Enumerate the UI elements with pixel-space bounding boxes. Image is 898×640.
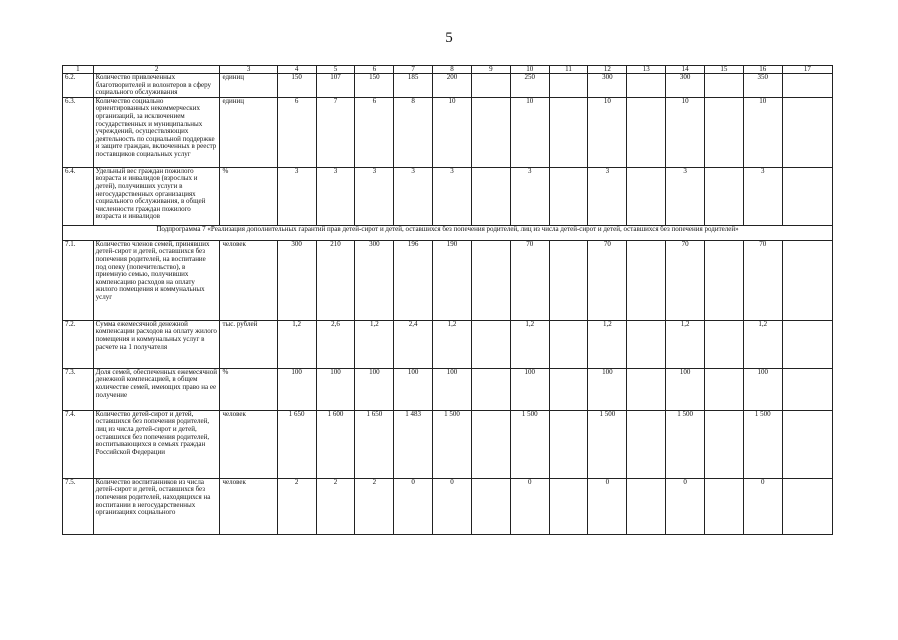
column-number: 1	[63, 66, 94, 74]
indicators-table	[62, 65, 833, 535]
indicator-name: Удельный вес граждан пожилого возраста и инвалидов (взрослых и детей), получивших услуги в негосударственных организациях социального обслуживания, в общей численности граждан пожилого возраста и инвалидов	[93, 167, 220, 225]
value-cell: 210	[316, 240, 355, 320]
table-row	[63, 240, 833, 320]
column-number: 7	[394, 66, 433, 74]
value-cell	[471, 320, 510, 368]
value-cell: 3	[666, 167, 705, 225]
value-cell: 3	[394, 167, 433, 225]
table-row	[63, 410, 833, 478]
value-cell	[705, 368, 744, 410]
value-cell: 0	[588, 478, 627, 534]
value-cell: 0	[666, 478, 705, 534]
value-cell: 1 500	[510, 410, 549, 478]
subprogram-title: Подпрограмма 7 «Реализация дополнительных гарантий прав детей-сирот и детей, оставшихся без попечения родителей, лиц из числа детей-сирот и детей, оставшихся без попечения родителей»	[63, 225, 833, 240]
value-cell	[705, 74, 744, 98]
column-number: 17	[782, 66, 832, 74]
table-row	[63, 478, 833, 534]
value-cell: 3	[316, 167, 355, 225]
indicator-name: Доля семей, обеспеченных ежемесячной денежной компенсацией, в общем количестве семей, имеющих право на ее получение	[93, 368, 220, 410]
value-cell: 100	[433, 368, 472, 410]
value-cell	[782, 320, 832, 368]
unit-of-measure: единиц	[220, 97, 277, 167]
value-cell: 1 500	[433, 410, 472, 478]
value-cell	[549, 478, 588, 534]
value-cell: 3	[277, 167, 316, 225]
unit-of-measure: человек	[220, 240, 277, 320]
value-cell: 10	[666, 97, 705, 167]
value-cell	[705, 167, 744, 225]
row-number: 7.2.	[63, 320, 94, 368]
value-cell: 0	[743, 478, 782, 534]
unit-of-measure: тыс. рублей	[220, 320, 277, 368]
value-cell: 2,4	[394, 320, 433, 368]
row-number: 7.1.	[63, 240, 94, 320]
value-cell	[627, 240, 666, 320]
value-cell: 100	[355, 368, 394, 410]
unit-of-measure: человек	[220, 410, 277, 478]
unit-of-measure: %	[220, 368, 277, 410]
value-cell: 3	[355, 167, 394, 225]
value-cell: 250	[510, 74, 549, 98]
subprogram-row	[63, 225, 833, 240]
unit-of-measure: %	[220, 167, 277, 225]
table-row	[63, 368, 833, 410]
table-row	[63, 167, 833, 225]
value-cell: 300	[666, 74, 705, 98]
value-cell	[549, 240, 588, 320]
value-cell: 0	[510, 478, 549, 534]
value-cell	[782, 410, 832, 478]
value-cell	[471, 74, 510, 98]
value-cell: 100	[277, 368, 316, 410]
value-cell: 200	[433, 74, 472, 98]
value-cell: 7	[316, 97, 355, 167]
value-cell: 300	[355, 240, 394, 320]
value-cell: 190	[433, 240, 472, 320]
value-cell	[549, 74, 588, 98]
value-cell: 2,6	[316, 320, 355, 368]
value-cell: 10	[433, 97, 472, 167]
value-cell: 1,2	[355, 320, 394, 368]
column-number: 3	[220, 66, 277, 74]
value-cell: 100	[743, 368, 782, 410]
value-cell: 107	[316, 74, 355, 98]
value-cell: 1 500	[588, 410, 627, 478]
column-number: 2	[93, 66, 220, 74]
value-cell	[705, 240, 744, 320]
column-number: 9	[471, 66, 510, 74]
value-cell	[705, 478, 744, 534]
value-cell: 100	[316, 368, 355, 410]
value-cell	[782, 74, 832, 98]
page-number: 5	[445, 30, 453, 46]
value-cell: 196	[394, 240, 433, 320]
value-cell: 10	[510, 97, 549, 167]
value-cell: 100	[510, 368, 549, 410]
column-number: 6	[355, 66, 394, 74]
column-number: 15	[705, 66, 744, 74]
value-cell: 70	[588, 240, 627, 320]
value-cell: 185	[394, 74, 433, 98]
value-cell: 1,2	[588, 320, 627, 368]
value-cell: 10	[743, 97, 782, 167]
indicator-name: Количество воспитанников из числа детей-сирот и детей, оставшихся без попечения родителей, находящихся на воспитании в негосударственных организациях социального	[93, 478, 220, 534]
column-number: 12	[588, 66, 627, 74]
row-number: 6.4.	[63, 167, 94, 225]
value-cell: 2	[277, 478, 316, 534]
column-number: 4	[277, 66, 316, 74]
value-cell	[627, 97, 666, 167]
value-cell	[627, 167, 666, 225]
indicator-name: Количество детей-сирот и детей, оставшихся без попечения родителей, лиц из числа детей-сирот и детей, оставшихся без попечения родителей, воспитывающихся в семьях граждан Российской Федерации	[93, 410, 220, 478]
value-cell: 0	[433, 478, 472, 534]
value-cell	[471, 478, 510, 534]
column-number: 11	[549, 66, 588, 74]
row-number: 6.3.	[63, 97, 94, 167]
value-cell: 100	[588, 368, 627, 410]
value-cell	[471, 410, 510, 478]
column-number: 16	[743, 66, 782, 74]
row-number: 6.2.	[63, 74, 94, 98]
row-number: 7.5.	[63, 478, 94, 534]
column-number: 8	[433, 66, 472, 74]
value-cell: 150	[277, 74, 316, 98]
value-cell	[627, 74, 666, 98]
value-cell: 1,2	[666, 320, 705, 368]
value-cell: 1 600	[316, 410, 355, 478]
value-cell: 1,2	[510, 320, 549, 368]
value-cell: 300	[277, 240, 316, 320]
value-cell	[549, 97, 588, 167]
value-cell: 300	[588, 74, 627, 98]
indicator-name: Количество привлеченных благотворителей и волонтеров в сферу социального обслуживания	[93, 74, 220, 98]
value-cell	[549, 320, 588, 368]
unit-of-measure: единиц	[220, 74, 277, 98]
table-body	[63, 66, 833, 535]
table-row	[63, 97, 833, 167]
value-cell	[782, 167, 832, 225]
column-number: 13	[627, 66, 666, 74]
value-cell	[627, 368, 666, 410]
value-cell	[782, 478, 832, 534]
indicator-name: Сумма ежемесячной денежной компенсации расходов на оплату жилого помещения и коммунальных услуг в расчете на 1 получателя	[93, 320, 220, 368]
value-cell	[549, 167, 588, 225]
value-cell	[782, 368, 832, 410]
value-cell	[471, 240, 510, 320]
value-cell	[627, 478, 666, 534]
value-cell	[782, 240, 832, 320]
table-row	[63, 320, 833, 368]
value-cell: 1 483	[394, 410, 433, 478]
value-cell	[705, 320, 744, 368]
row-number: 7.4.	[63, 410, 94, 478]
value-cell: 70	[666, 240, 705, 320]
value-cell: 100	[394, 368, 433, 410]
value-cell: 1 650	[277, 410, 316, 478]
value-cell: 1 500	[666, 410, 705, 478]
value-cell: 3	[743, 167, 782, 225]
value-cell: 6	[355, 97, 394, 167]
value-cell: 10	[588, 97, 627, 167]
value-cell	[627, 320, 666, 368]
value-cell: 1 650	[355, 410, 394, 478]
value-cell	[782, 97, 832, 167]
value-cell	[627, 410, 666, 478]
indicator-name: Количество социально ориентированных некоммерческих организаций, за исключением государственных и муниципальных учреждений, осуществляющих деятельность по социальной поддержке и защите граждан, включенных в реестр поставщиков социальных услуг	[93, 97, 220, 167]
value-cell: 3	[433, 167, 472, 225]
value-cell: 8	[394, 97, 433, 167]
value-cell: 1,2	[277, 320, 316, 368]
value-cell	[549, 368, 588, 410]
value-cell: 100	[666, 368, 705, 410]
value-cell: 3	[510, 167, 549, 225]
value-cell: 2	[316, 478, 355, 534]
unit-of-measure: человек	[220, 478, 277, 534]
column-number-row	[63, 66, 833, 74]
value-cell	[471, 97, 510, 167]
column-number: 10	[510, 66, 549, 74]
row-number: 7.3.	[63, 368, 94, 410]
value-cell: 0	[394, 478, 433, 534]
value-cell: 1,2	[743, 320, 782, 368]
value-cell	[471, 167, 510, 225]
value-cell: 2	[355, 478, 394, 534]
column-number: 14	[666, 66, 705, 74]
value-cell: 350	[743, 74, 782, 98]
value-cell: 70	[743, 240, 782, 320]
value-cell	[471, 368, 510, 410]
value-cell	[705, 97, 744, 167]
value-cell: 6	[277, 97, 316, 167]
column-number: 5	[316, 66, 355, 74]
indicator-name: Количество членов семей, принявших детей-сирот и детей, оставшихся без попечения родителей, на воспитание под опеку (попечительство), в приемную семью, получивших компенсацию расходов на оплату жилого помещения и коммунальных услуг	[93, 240, 220, 320]
table-row	[63, 74, 833, 98]
value-cell	[549, 410, 588, 478]
value-cell: 3	[588, 167, 627, 225]
value-cell: 1,2	[433, 320, 472, 368]
value-cell	[705, 410, 744, 478]
value-cell: 70	[510, 240, 549, 320]
value-cell: 1 500	[743, 410, 782, 478]
value-cell: 150	[355, 74, 394, 98]
